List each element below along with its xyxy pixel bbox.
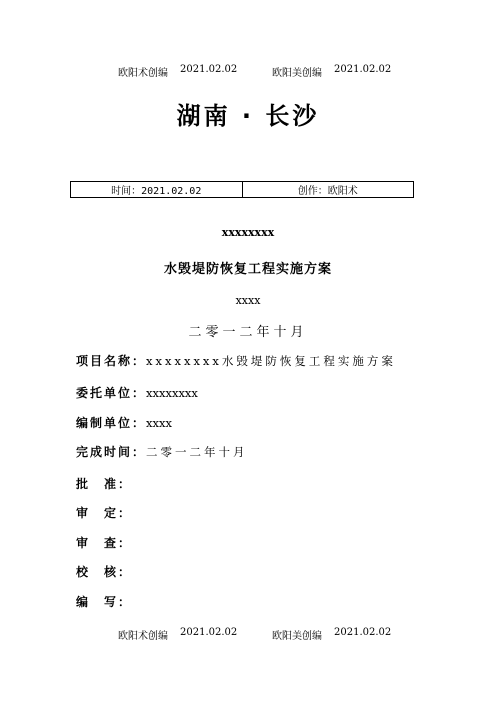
field-label: 批 准： xyxy=(76,477,133,491)
field-label: 校 核： xyxy=(76,565,133,579)
field-value: xxxxxxxx xyxy=(146,386,198,400)
header-date-1: 2021.02.02 xyxy=(180,64,238,75)
footer-author-2: 欧阳美创编 xyxy=(272,631,322,642)
info-table xyxy=(70,181,414,198)
info-time-cell: 时间：2021.02.02 xyxy=(71,182,243,198)
field-client xyxy=(76,384,198,401)
field-project-name xyxy=(76,352,396,369)
field-value: xxxxxxxx水毁堤防恢复工程实施方案 xyxy=(146,354,396,368)
field-label: 委托单位： xyxy=(76,386,147,400)
document-date: 二零一二年十月 xyxy=(188,325,308,340)
field-completion-date xyxy=(76,443,248,460)
document-subtitle: 水毁堤防恢复工程实施方案 xyxy=(163,262,332,277)
footer-author-1: 欧阳术创编 xyxy=(118,631,168,642)
document-title: 湖南 · 长沙 xyxy=(176,102,320,130)
page-footer xyxy=(0,627,496,643)
field-review xyxy=(76,534,132,551)
field-label: 完成时间： xyxy=(76,445,147,459)
field-label: 编制单位： xyxy=(76,416,147,430)
field-check xyxy=(76,563,132,580)
header-author-2: 欧阳美创编 xyxy=(272,68,322,79)
field-authorize xyxy=(76,504,132,521)
field-approve xyxy=(76,475,132,492)
header-author-1: 欧阳术创编 xyxy=(118,68,168,79)
project-code: xxxxxxxx xyxy=(221,226,275,239)
page-header xyxy=(0,64,496,80)
field-label: 审 查： xyxy=(76,536,133,550)
header-date-2: 2021.02.02 xyxy=(334,64,392,75)
field-value: 二零一二年十月 xyxy=(146,445,248,459)
organization-name: xxxx xyxy=(235,294,261,307)
field-value: xxxx xyxy=(146,416,172,430)
field-compiler xyxy=(76,414,172,431)
field-label: 项目名称： xyxy=(76,354,147,368)
field-write xyxy=(76,593,132,610)
footer-date-2: 2021.02.02 xyxy=(334,627,392,638)
field-label: 审 定： xyxy=(76,506,133,520)
footer-date-1: 2021.02.02 xyxy=(180,627,238,638)
info-creator-cell: 创作：欧阳术 xyxy=(242,182,414,198)
field-label: 编 写： xyxy=(76,595,133,609)
